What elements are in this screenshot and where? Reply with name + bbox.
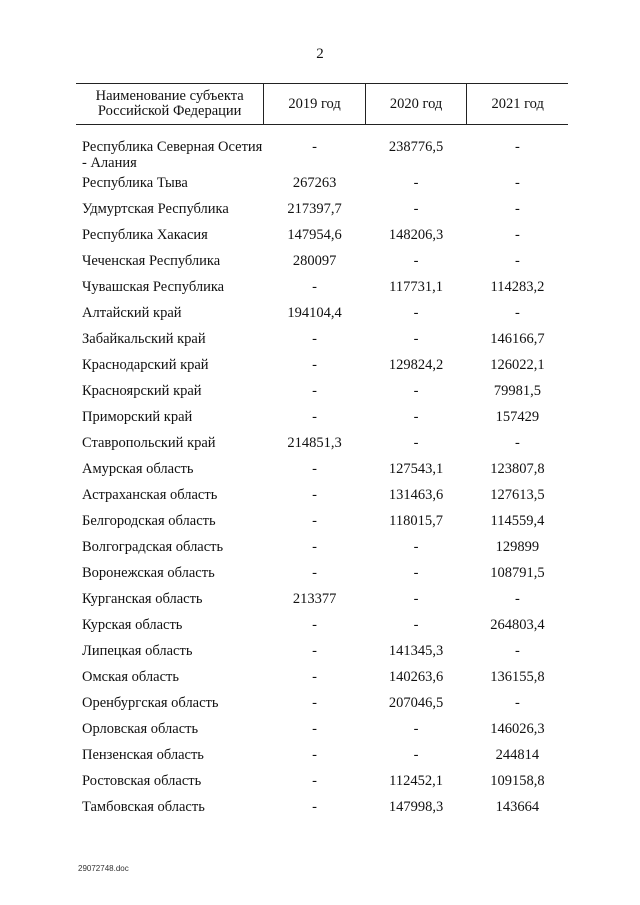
region-name-cell: Курганская область [82,591,203,607]
table-row [76,799,568,825]
value-2019-cell: 213377 [292,591,337,607]
value-2021-cell: 123807,8 [490,461,545,477]
table-header [76,84,568,125]
value-2019-cell: - [312,773,317,789]
value-2021-cell: - [515,643,520,659]
value-2021-cell: 157429 [495,409,540,425]
region-name-cell: Республика Северная Осетия - Алания [82,139,263,171]
region-name-cell: Ставропольский край [82,435,216,451]
value-2020-cell: - [413,721,419,737]
value-2020-cell: 131463,6 [388,487,444,503]
value-2019-cell: - [312,565,317,581]
value-2019-cell: - [312,669,317,685]
region-name-cell: Алтайский край [82,305,182,321]
table-row [76,617,568,643]
value-2021-cell: 146166,7 [490,331,545,347]
value-2020-cell: - [413,565,419,581]
table-row [76,253,568,279]
region-name-cell: Краснодарский край [82,357,209,373]
value-2020-cell: - [413,409,419,425]
header-region-name: Наименование субъекта Российской Федерации [76,84,264,125]
value-2021-cell: 264803,4 [490,617,545,633]
value-2019-cell: - [312,643,317,659]
document-filename: 29072748.doc [78,864,129,873]
value-2020-cell: - [413,747,419,763]
region-name-cell: Удмуртская Республика [82,201,229,217]
region-name-cell: Красноярский край [82,383,202,399]
value-2020-cell: - [413,539,419,555]
table-row [76,201,568,227]
value-2020-cell: 118015,7 [389,513,444,529]
region-name-cell: Воронежская область [82,565,215,581]
value-2020-cell: - [413,617,419,633]
table-row [76,331,568,357]
table-row [76,591,568,617]
value-2019-cell: - [312,383,317,399]
value-2019-cell: - [312,799,317,815]
region-name-cell: Амурская область [82,461,194,477]
table-row [76,305,568,331]
value-2021-cell: - [515,253,520,269]
value-2020-cell: - [413,435,419,451]
table-body [76,125,568,826]
value-2021-cell: 129899 [495,539,540,555]
value-2021-cell: - [515,139,520,155]
region-name-cell: Астраханская область [82,487,218,503]
region-name-cell: Волгоградская область [82,539,224,555]
value-2021-cell: 127613,5 [490,487,545,503]
value-2021-cell: 108791,5 [490,565,545,581]
value-2021-cell: 146026,3 [490,721,545,737]
table-row [76,539,568,565]
value-2021-cell: 114559,4 [490,513,545,529]
region-name-cell: Оренбургская область [82,695,219,711]
value-2019-cell: - [312,539,317,555]
value-2020-cell: 238776,5 [388,139,444,155]
value-2020-cell: 129824,2 [388,357,444,373]
table-row [76,383,568,409]
value-2020-cell: - [413,253,419,269]
value-2019-cell: - [312,409,317,425]
value-2020-cell: 112452,1 [389,773,444,789]
region-name-cell: Липецкая область [82,643,193,659]
value-2019-cell: 267263 [292,175,337,191]
value-2020-cell: - [413,383,419,399]
table-row [76,279,568,305]
value-2021-cell: - [515,695,520,711]
value-2021-cell: - [515,227,520,243]
value-2019-cell: 147954,6 [287,227,342,243]
value-2020-cell: - [413,305,419,321]
header-2020: 2020 год [365,84,467,125]
value-2021-cell: - [515,201,520,217]
region-name-cell: Республика Хакасия [82,227,208,243]
header-2021: 2021 год [467,84,568,125]
value-2021-cell: 244814 [495,747,540,763]
value-2021-cell: 143664 [495,799,540,815]
region-name-cell: Республика Тыва [82,175,188,191]
table-row [76,357,568,383]
region-name-cell: Тамбовская область [82,799,205,815]
table-row [76,747,568,773]
value-2019-cell: 214851,3 [287,435,342,451]
value-2019-cell: - [312,513,317,529]
value-2019-cell: 194104,4 [287,305,342,321]
region-name-cell: Ростовская область [82,773,202,789]
region-name-cell: Орловская область [82,721,199,737]
value-2019-cell: - [312,747,317,763]
table-row [76,565,568,591]
value-2019-cell: - [312,695,317,711]
value-2019-cell: - [312,721,317,737]
value-2020-cell: 207046,5 [388,695,444,711]
value-2020-cell: - [413,331,419,347]
value-2020-cell: 147998,3 [388,799,444,815]
value-2020-cell: 141345,3 [388,643,444,659]
value-2020-cell: 148206,3 [388,227,444,243]
value-2019-cell: - [312,617,317,633]
value-2019-cell: - [312,139,317,155]
page-number: 2 [316,46,324,62]
value-2020-cell: 127543,1 [388,461,444,477]
table-row [76,513,568,539]
region-name-cell: Пензенская область [82,747,204,763]
table-row [76,643,568,669]
region-name-cell: Омская область [82,669,179,685]
region-name-cell: Чеченская Республика [82,253,221,269]
value-2021-cell: 79981,5 [493,383,541,399]
value-2019-cell: - [312,487,317,503]
table-row [76,487,568,513]
table-row [76,139,568,175]
value-2019-cell: - [312,279,317,295]
value-2019-cell: - [312,331,317,347]
value-2020-cell: 117731,1 [389,279,444,295]
region-name-cell: Курская область [82,617,183,633]
value-2019-cell: 217397,7 [287,201,342,217]
value-2020-cell: 140263,6 [388,669,444,685]
table-row [76,227,568,253]
table-row [76,409,568,435]
value-2021-cell: - [515,591,520,607]
value-2021-cell: 109158,8 [490,773,545,789]
value-2020-cell: - [413,201,419,217]
value-2019-cell: 280097 [292,253,337,269]
value-2021-cell: - [515,435,520,451]
table-row [76,695,568,721]
value-2019-cell: - [312,461,317,477]
value-2021-cell: 114283,2 [490,279,545,295]
value-2019-cell: - [312,357,317,373]
subsidy-table [76,83,568,825]
region-name-cell: Забайкальский край [82,331,206,347]
value-2021-cell: - [515,305,520,321]
region-name-cell: Приморский край [82,409,193,425]
region-name-cell: Белгородская область [82,513,216,529]
table-row [76,435,568,461]
table-row [76,669,568,695]
table-row [76,175,568,201]
value-2020-cell: - [413,591,419,607]
table-row [76,773,568,799]
value-2021-cell: 126022,1 [490,357,545,373]
value-2020-cell: - [413,175,419,191]
value-2021-cell: - [515,175,520,191]
table-row [76,721,568,747]
region-name-cell: Чувашская Республика [82,279,225,295]
table-row [76,461,568,487]
header-2019: 2019 год [264,84,366,125]
value-2021-cell: 136155,8 [490,669,545,685]
